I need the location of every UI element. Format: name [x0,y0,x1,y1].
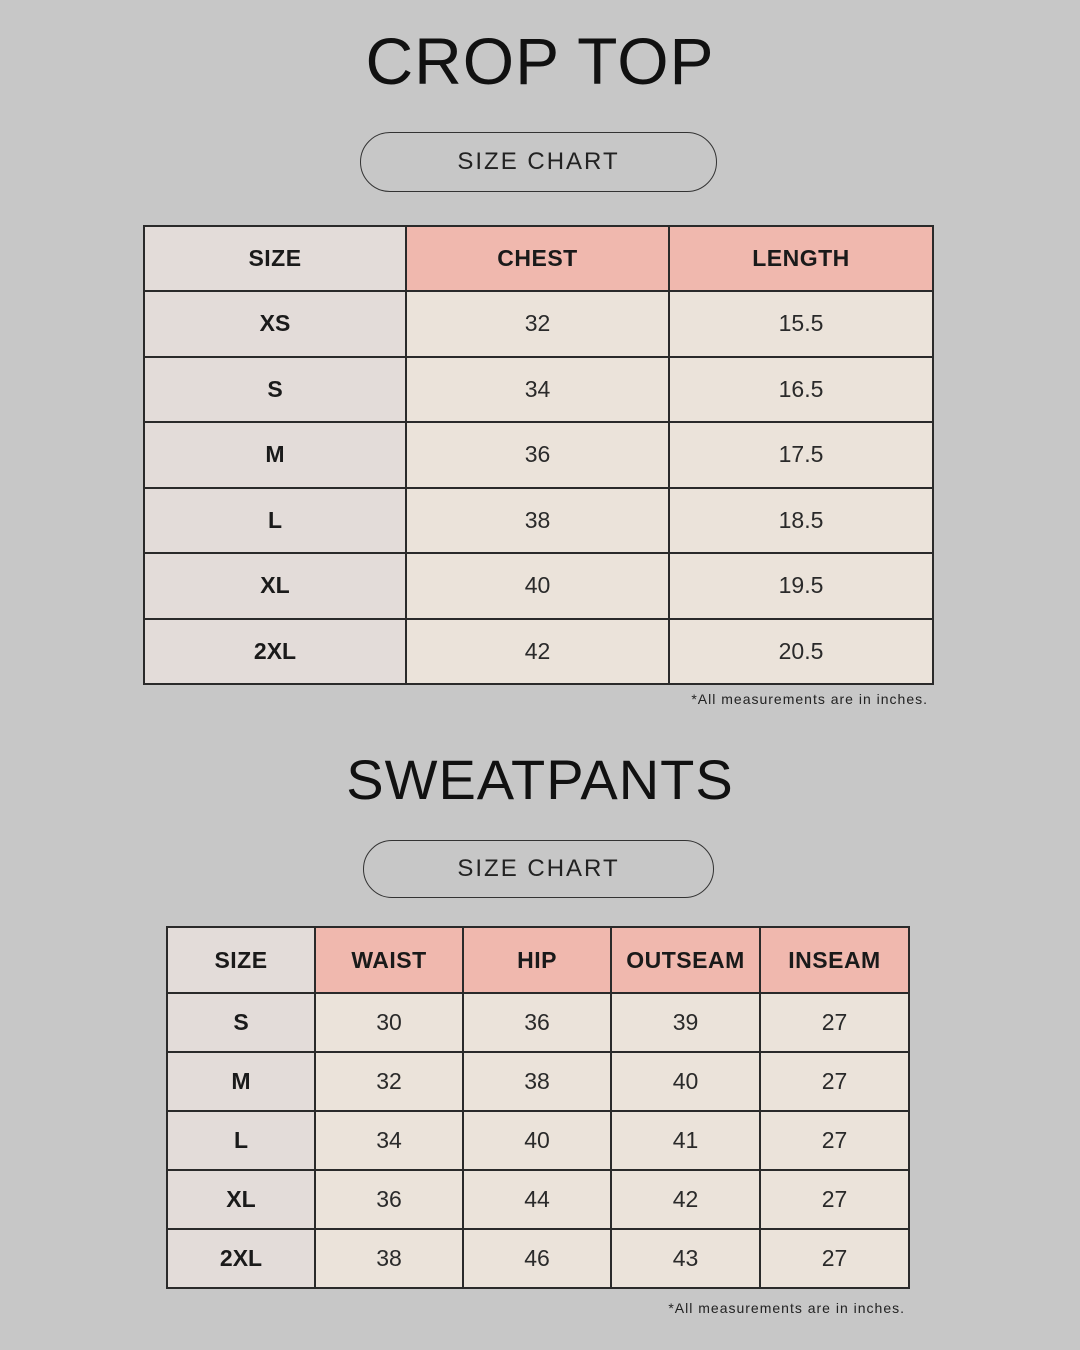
inseam-cell: 27 [760,1170,909,1229]
inseam-cell: 27 [760,1111,909,1170]
size-cell: XL [144,553,406,619]
hip-cell: 44 [463,1170,611,1229]
column-header-hip: HIP [463,927,611,993]
sweatpants-size-table [166,926,910,1289]
size-cell: 2XL [167,1229,315,1288]
outseam-cell: 39 [611,993,760,1052]
crop-top-title: CROP TOP [365,24,715,98]
table-row [144,357,933,423]
hip-cell: 38 [463,1052,611,1111]
length-cell: 15.5 [669,291,933,357]
chest-cell: 34 [406,357,669,423]
size-cell: XS [144,291,406,357]
outseam-cell: 43 [611,1229,760,1288]
table-row [144,488,933,554]
hip-cell: 36 [463,993,611,1052]
outseam-cell: 41 [611,1111,760,1170]
size-cell: L [144,488,406,554]
table-row [167,993,909,1052]
waist-cell: 36 [315,1170,463,1229]
length-cell: 16.5 [669,357,933,423]
sweatpants-title: SWEATPANTS [346,748,734,811]
table-row [144,553,933,619]
crop-top-badge-label: SIZE CHART [457,148,620,175]
chest-cell: 36 [406,422,669,488]
sweatpants-measurement-note: *All measurements are in inches. [668,1300,905,1316]
length-cell: 20.5 [669,619,933,685]
size-cell: M [144,422,406,488]
sweatpants-badge-label: SIZE CHART [457,855,620,882]
table-row [144,422,933,488]
table-row [167,1111,909,1170]
column-header-waist: WAIST [315,927,463,993]
size-cell: S [144,357,406,423]
inseam-cell: 27 [760,1052,909,1111]
table-row [167,1229,909,1288]
size-cell: L [167,1111,315,1170]
size-cell: XL [167,1170,315,1229]
table-header-row [144,226,933,291]
waist-cell: 32 [315,1052,463,1111]
column-header-outseam: OUTSEAM [611,927,760,993]
waist-cell: 38 [315,1229,463,1288]
sweatpants-size-chart-badge [363,840,714,898]
length-cell: 19.5 [669,553,933,619]
column-header-chest: CHEST [406,226,669,291]
chest-cell: 42 [406,619,669,685]
crop-top-size-table [143,225,934,685]
table-row [167,1052,909,1111]
waist-cell: 34 [315,1111,463,1170]
column-header-length: LENGTH [669,226,933,291]
outseam-cell: 42 [611,1170,760,1229]
crop-top-measurement-note: *All measurements are in inches. [691,691,928,707]
column-header-size: SIZE [144,226,406,291]
size-cell: 2XL [144,619,406,685]
size-cell: M [167,1052,315,1111]
hip-cell: 40 [463,1111,611,1170]
crop-top-size-chart-badge [360,132,717,192]
length-cell: 18.5 [669,488,933,554]
size-cell: S [167,993,315,1052]
length-cell: 17.5 [669,422,933,488]
inseam-cell: 27 [760,1229,909,1288]
table-row [144,291,933,357]
hip-cell: 46 [463,1229,611,1288]
column-header-inseam: INSEAM [760,927,909,993]
table-header-row [167,927,909,993]
table-row [167,1170,909,1229]
table-row [144,619,933,685]
waist-cell: 30 [315,993,463,1052]
inseam-cell: 27 [760,993,909,1052]
chest-cell: 38 [406,488,669,554]
chest-cell: 32 [406,291,669,357]
chest-cell: 40 [406,553,669,619]
outseam-cell: 40 [611,1052,760,1111]
column-header-size: SIZE [167,927,315,993]
